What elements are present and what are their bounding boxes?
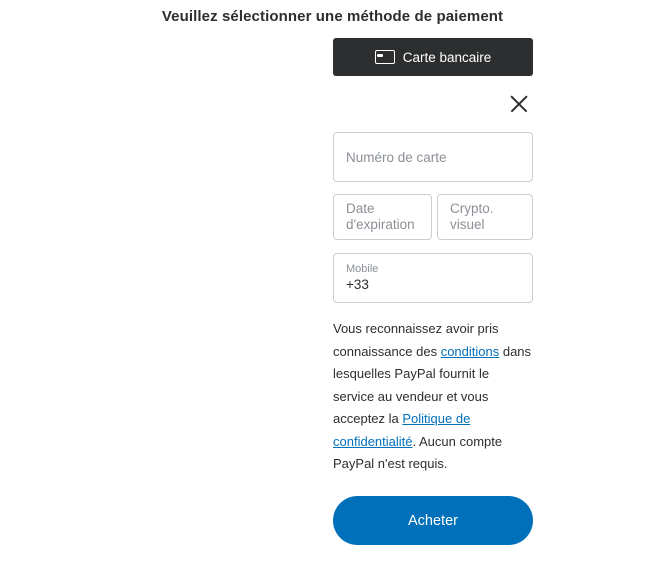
- legal-part-1: Vous reconnaissez avoir pris connaissance des: [333, 321, 499, 359]
- mobile-value: +33: [346, 277, 369, 292]
- mobile-label: Mobile: [346, 263, 379, 275]
- cvv-placeholder: Crypto. visuel: [450, 201, 494, 232]
- payment-panel: [333, 38, 533, 76]
- legal-part-2: dans lesquelles PayPal fournit le service au vendeur et vous acceptez la: [333, 343, 532, 426]
- privacy-policy-link[interactable]: Politique de confidentialité: [333, 411, 471, 449]
- terms-link[interactable]: conditions: [440, 343, 500, 359]
- expiry-date-placeholder: Date d'expiration: [346, 201, 415, 232]
- expiry-date-input[interactable]: [333, 194, 432, 240]
- card-number-input[interactable]: [333, 132, 533, 182]
- mobile-input[interactable]: [333, 253, 533, 303]
- card-number-placeholder: Numéro de carte: [346, 149, 447, 165]
- close-row: [333, 90, 533, 120]
- close-icon[interactable]: [505, 90, 533, 118]
- page-title: Veuillez sélectionner une méthode de paiement: [161, 8, 504, 25]
- credit-card-icon: [375, 50, 395, 64]
- payment-method-tab-card[interactable]: [333, 38, 533, 76]
- legal-text: [333, 318, 533, 476]
- cvv-input[interactable]: [437, 194, 533, 240]
- buy-button[interactable]: Acheter: [333, 496, 533, 545]
- payment-method-tab-label: Carte bancaire: [402, 49, 492, 65]
- legal-part-3: . Aucun compte PayPal n'est requis.: [333, 433, 503, 471]
